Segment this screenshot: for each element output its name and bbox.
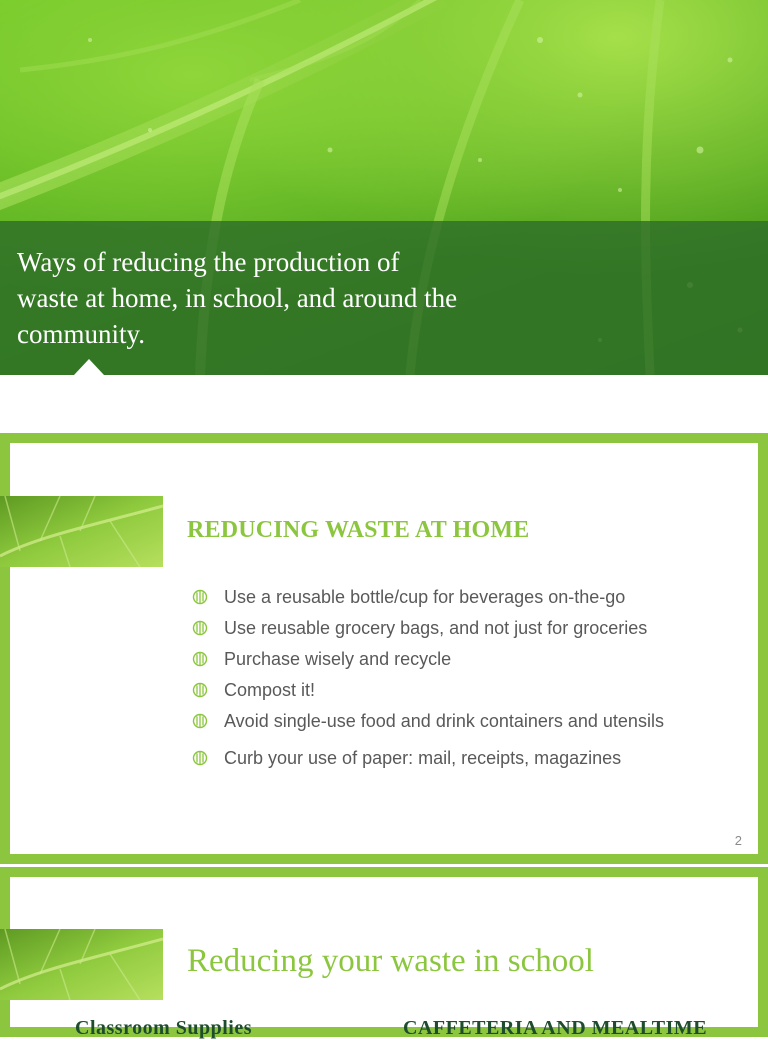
- list-item: [192, 679, 692, 702]
- striped-circle-bullet-icon: [192, 651, 208, 667]
- bullet-text: Use a reusable bottle/cup for beverages on-the-go: [224, 587, 626, 607]
- striped-circle-bullet-icon: [192, 682, 208, 698]
- column-heading-classroom: Classroom Supplies: [75, 1017, 253, 1039]
- list-item: [192, 648, 692, 671]
- title-slide: [0, 0, 768, 375]
- leaf-thumbnail-image: [0, 496, 163, 567]
- slide-heading: Reducing your waste in school: [187, 943, 594, 979]
- bullet-text: Compost it!: [224, 680, 316, 700]
- bullet-text: Curb your use of paper: mail, receipts, magazines: [224, 748, 622, 768]
- bullet-text: Purchase wisely and recycle: [224, 649, 452, 669]
- page-number: 2: [734, 833, 742, 848]
- striped-circle-bullet-icon: [192, 750, 208, 766]
- slide-reducing-waste-in-school: [0, 867, 768, 1037]
- slide-heading: REDUCING WASTE AT HOME: [187, 517, 530, 543]
- list-item: [192, 617, 692, 640]
- bullet-list: [192, 586, 692, 778]
- bullet-text: Avoid single-use food and drink containers and utensils: [224, 711, 664, 731]
- slide-reducing-waste-at-home: [0, 433, 768, 864]
- leaf-thumbnail-image: [0, 929, 163, 1000]
- column-heading-cafeteria: CAFFETERIA AND MEALTIME: [403, 1017, 708, 1039]
- striped-circle-bullet-icon: [192, 589, 208, 605]
- list-item: [192, 710, 692, 733]
- list-item: [192, 747, 692, 770]
- list-item: [192, 586, 692, 609]
- striped-circle-bullet-icon: [192, 620, 208, 636]
- title-notch-decoration: [74, 359, 104, 375]
- bullet-text: Use reusable grocery bags, and not just for groceries: [224, 618, 648, 638]
- slide-title: Ways of reducing the production of waste at home, in school, and around the community.: [17, 247, 458, 349]
- striped-circle-bullet-icon: [192, 713, 208, 729]
